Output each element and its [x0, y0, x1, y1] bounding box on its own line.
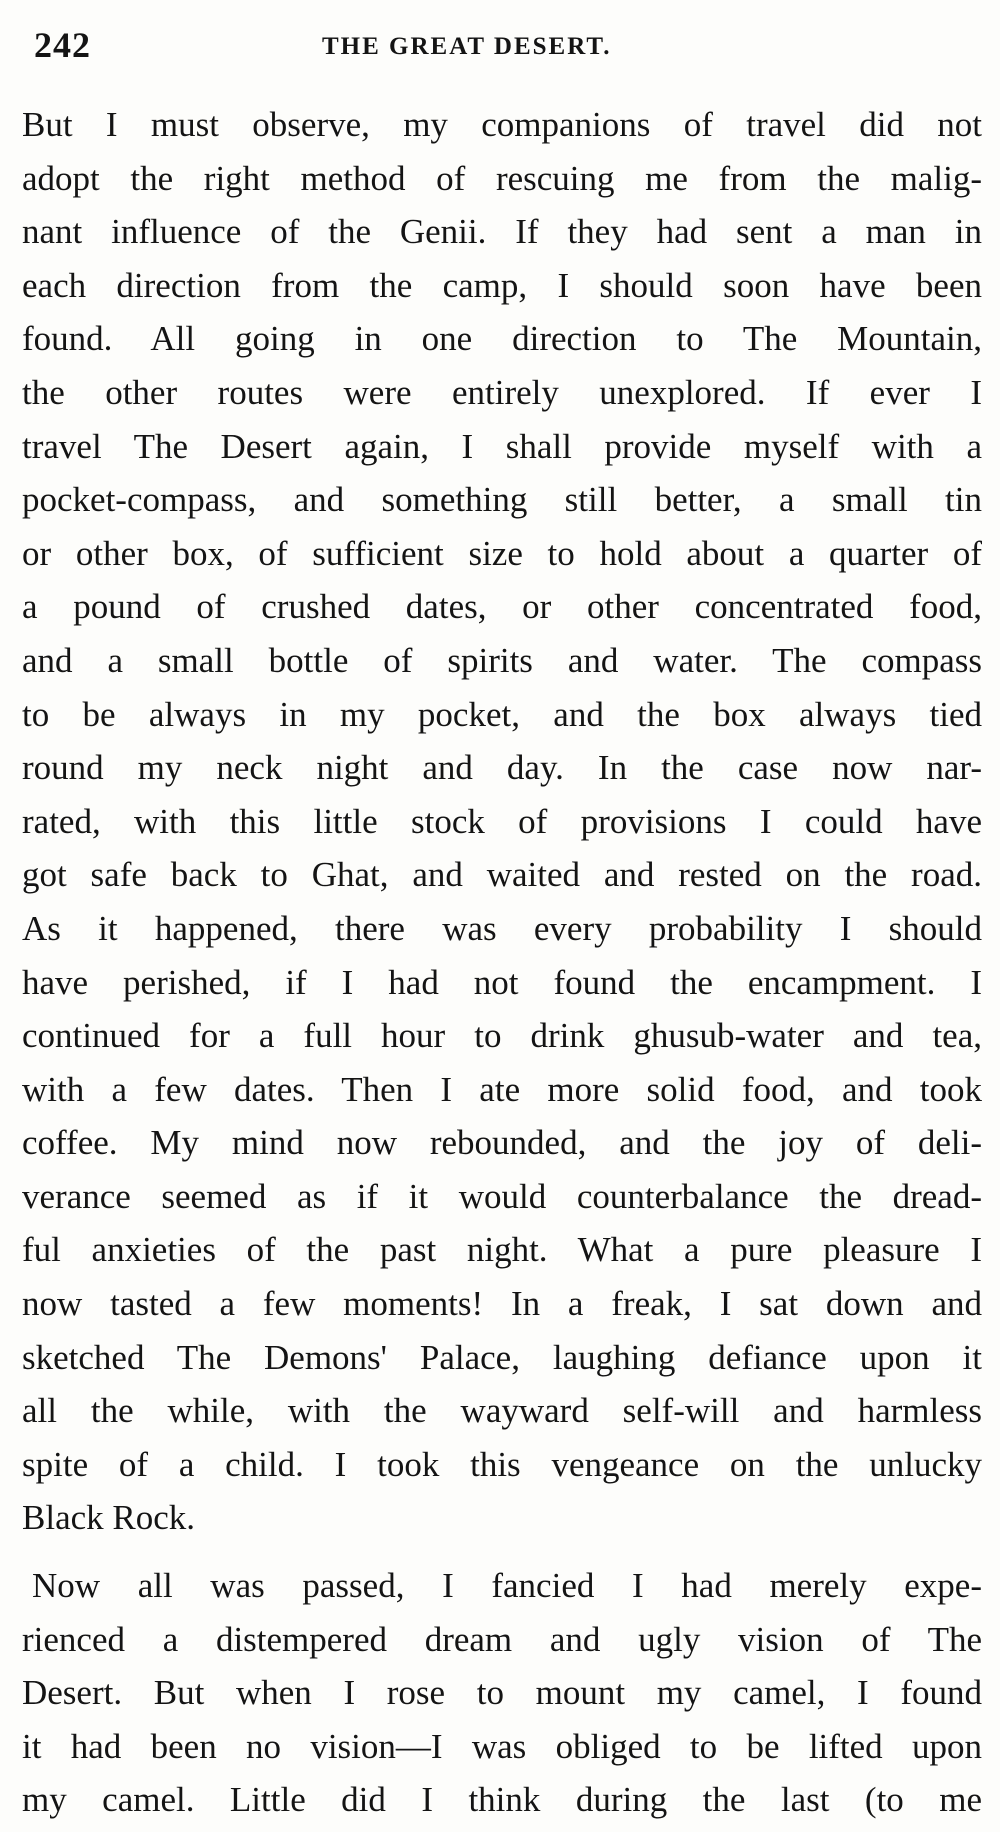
paragraph [22, 98, 982, 1545]
text-line: spite of a child. I took this vengeance on the unlucky [22, 1444, 982, 1484]
text-line: with a few dates. Then I ate more solid food, and took [22, 1069, 982, 1109]
text-line: verance seemed as if it would counterbalance the dread- [22, 1176, 982, 1216]
text-line: or other box, of sufficient size to hold about a quarter of [22, 533, 982, 573]
paragraph [22, 1559, 982, 1827]
text-line: rated, with this little stock of provisions I could have [22, 801, 982, 841]
text-line: my camel. Little did I think during the last (to me [22, 1780, 982, 1820]
text-line: round my neck night and day. In the case now nar- [22, 748, 982, 788]
text-line: pocket-compass, and something still better, a small tin [22, 480, 982, 520]
text-line: rienced a distempered dream and ugly vision of The [22, 1619, 982, 1659]
text-line: got safe back to Ghat, and waited and rested on the road. [22, 855, 982, 895]
text-line: coffee. My mind now rebounded, and the joy of deli- [22, 1123, 982, 1163]
page-number: 242 [34, 25, 91, 65]
text-line: ful anxieties of the past night. What a pure pleasure I [22, 1230, 982, 1270]
running-title: THE GREAT DESERT. [322, 33, 612, 60]
text-line: Black Rock. [22, 1498, 196, 1538]
page-header [22, 22, 982, 68]
text-line: Desert. But when I rose to mount my camel, I found [22, 1673, 982, 1713]
text-line: nant influence of the Genii. If they had sent a man in [22, 212, 982, 252]
text-line: continued for a full hour to drink ghusub-water and tea, [22, 1016, 982, 1056]
text-line: sketched The Demons' Palace, laughing defiance upon it [22, 1337, 982, 1377]
text-line: the other routes were entirely unexplored. If ever I [22, 372, 982, 412]
text-line: travel The Desert again, I shall provide myself with a [22, 426, 982, 466]
text-line: Now all was passed, I fancied I had merely expe- [32, 1566, 982, 1606]
text-line: As it happened, there was every probability I should [22, 908, 982, 948]
text-line: it had been no vision—I was obliged to be lifted upon [22, 1726, 982, 1766]
text-line: adopt the right method of rescuing me from the malig- [22, 158, 982, 198]
text-line: found. All going in one direction to The Mountain, [22, 319, 982, 359]
paragraph-break [22, 1545, 982, 1559]
body-text [22, 98, 982, 1827]
text-line: But I must observe, my companions of travel did not [22, 105, 982, 144]
text-line: a pound of crushed dates, or other concentrated food, [22, 587, 982, 627]
text-line: all the while, with the wayward self-will and harmless [22, 1391, 982, 1431]
text-line: each direction from the camp, I should soon have been [22, 265, 982, 305]
text-line: have perished, if I had not found the encampment. I [22, 962, 982, 1002]
text-line: to be always in my pocket, and the box always tied [22, 694, 982, 734]
text-line: now tasted a few moments! In a freak, I sat down and [22, 1284, 982, 1324]
text-line: and a small bottle of spirits and water. The compass [22, 640, 982, 680]
